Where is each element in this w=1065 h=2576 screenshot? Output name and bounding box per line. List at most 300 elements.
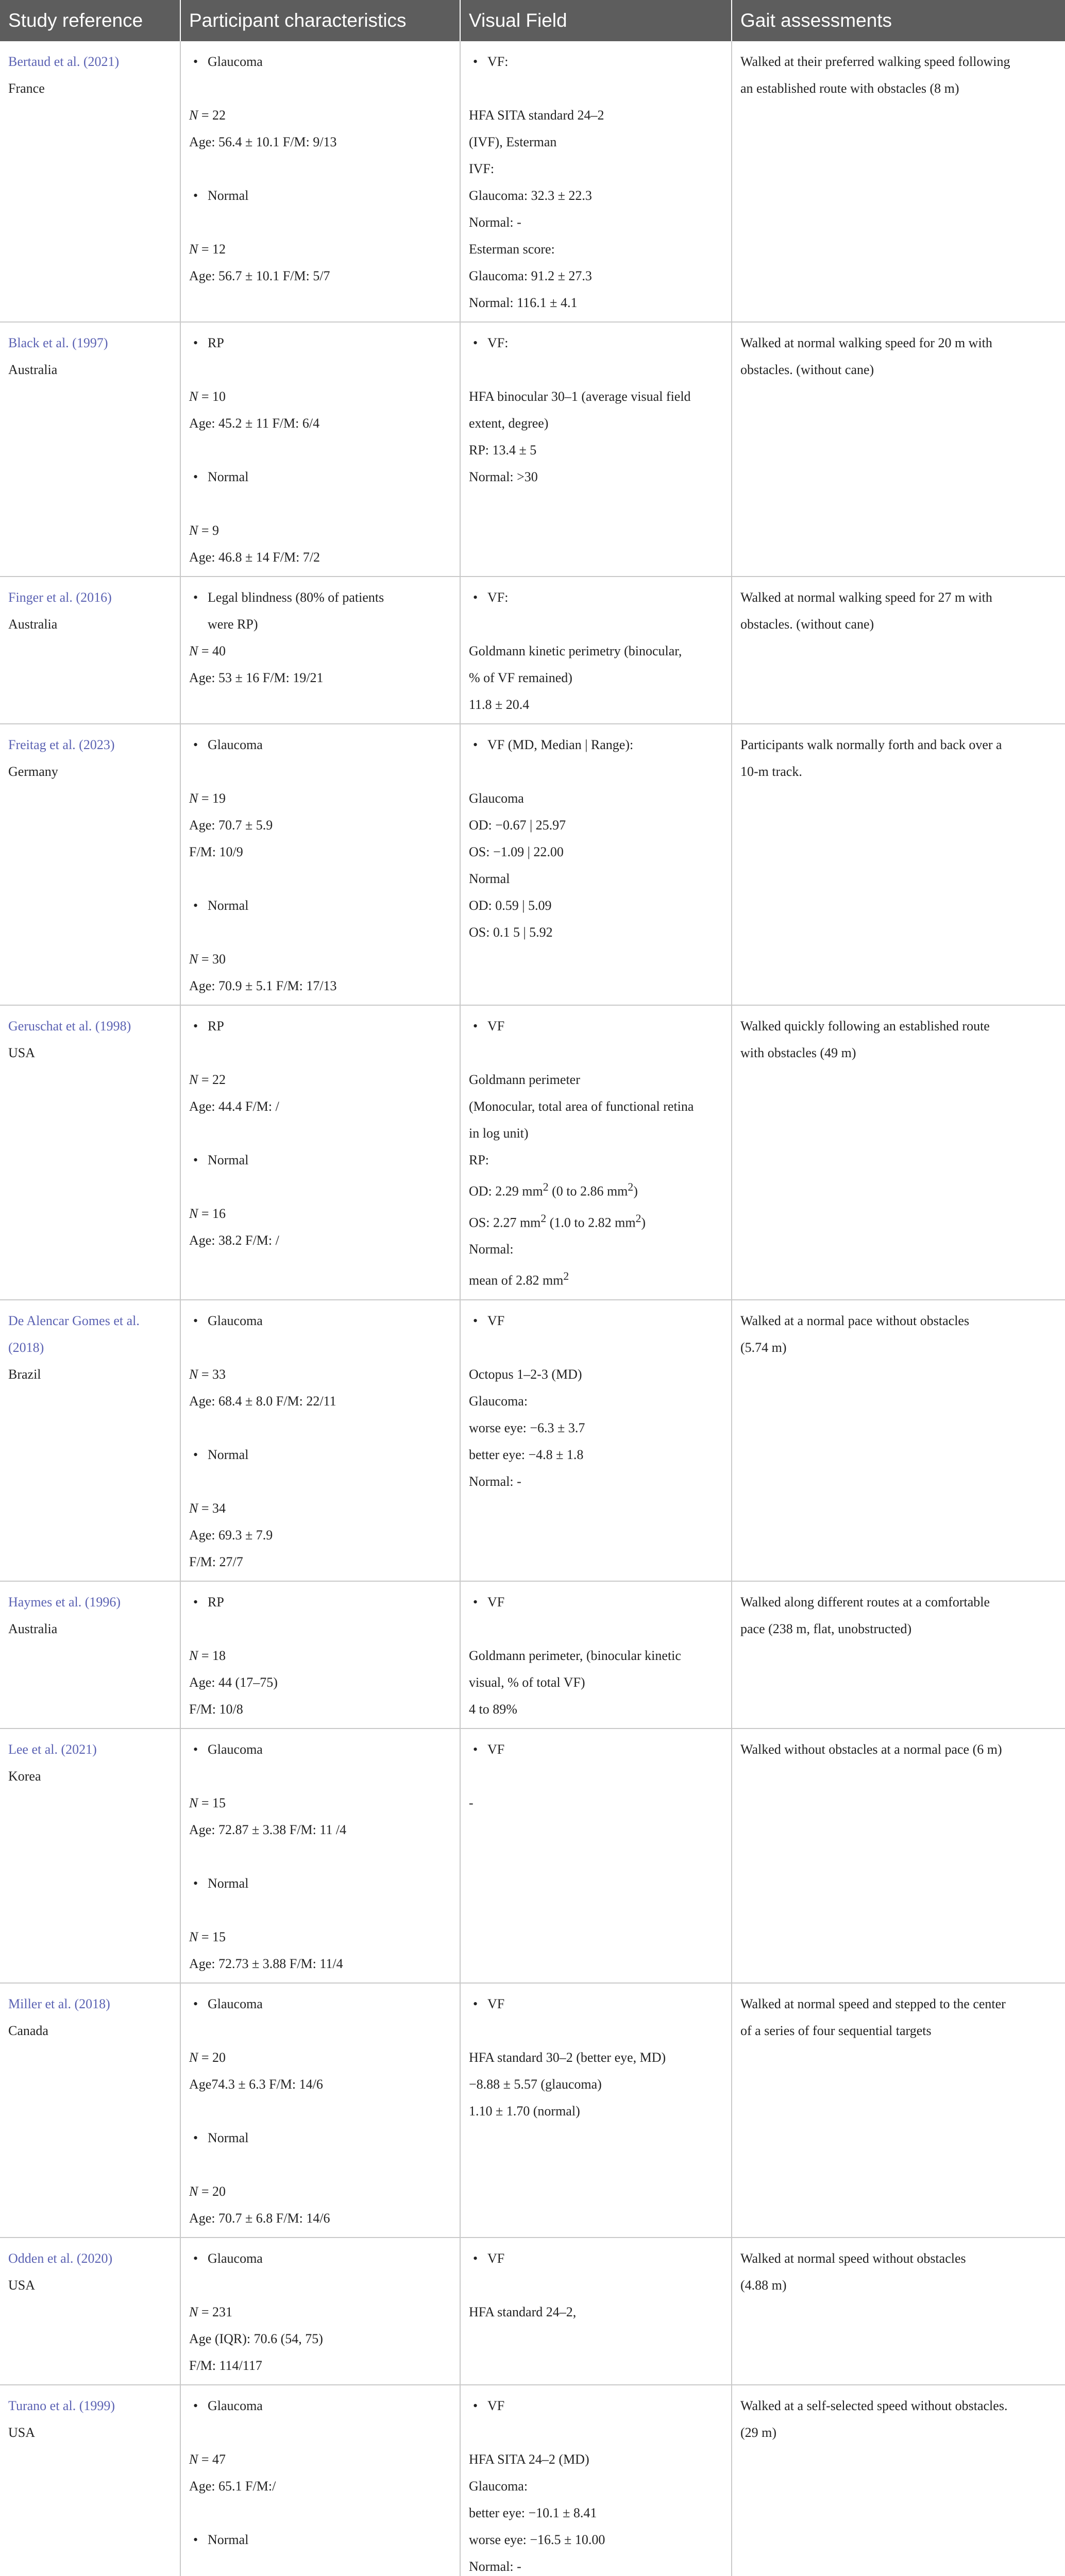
spacer [189, 2272, 452, 2299]
bullet-item [189, 2393, 452, 2419]
sample-size [189, 1790, 452, 1817]
spacer [189, 1616, 452, 1642]
bullet-text: VF [487, 2250, 505, 2266]
study-country: Australia [8, 617, 58, 632]
spacer [189, 1334, 452, 1361]
text-line: Normal: - [469, 2558, 521, 2574]
gait-cell [732, 41, 1065, 322]
sample-size [189, 1642, 452, 1669]
study-reference-link[interactable]: De Alencar Gomes et al. [8, 1313, 140, 1328]
n-value: = 34 [198, 1500, 226, 1516]
bullet-dot: • [473, 2250, 478, 2266]
bullet-text: Glaucoma [208, 54, 263, 69]
bullet-text: Glaucoma [208, 1996, 263, 2011]
text-line: 11.8 ± 20.4 [469, 697, 530, 712]
study-reference-cell [0, 724, 180, 1005]
superscript: 2 [563, 1270, 569, 1283]
text-line: F/M: 114/117 [189, 2358, 262, 2373]
text-line: Glaucoma: 91.2 ± 27.3 [469, 268, 592, 283]
bullet-dot: • [473, 2398, 478, 2413]
text-line [469, 1174, 724, 1205]
n-label: N [189, 643, 198, 658]
spacer [189, 1174, 452, 1200]
participant-cell [180, 577, 460, 724]
text-line: HFA standard 30–2 (better eye, MD) [469, 2049, 666, 2065]
bullet-dot: • [473, 335, 478, 350]
text-line: Normal: - [469, 215, 521, 230]
text-line: F/M: 10/9 [189, 844, 243, 859]
study-reference-cell [0, 322, 180, 577]
text-line: Goldmann perimeter [469, 1072, 580, 1087]
bullet-item [189, 584, 452, 638]
text-line: - [469, 1795, 474, 1810]
text-line [469, 1263, 724, 1294]
bullet-text: VF [487, 1594, 505, 1609]
gait-text: Walked quickly following an established route [740, 1019, 990, 1033]
bullet-dot: • [193, 1996, 198, 2011]
bullet-item [469, 1308, 724, 1334]
bullet-text: VF [487, 1996, 505, 2011]
bullet-text: Glaucoma [208, 2398, 263, 2413]
spacer [469, 2419, 724, 2446]
bullet-text: RP [208, 1019, 224, 1033]
visual-field-cell [460, 1005, 732, 1300]
participant-cell [180, 1581, 460, 1728]
text-line: Goldmann perimeter, (binocular kinetic [469, 1648, 681, 1663]
study-country: Australia [8, 1621, 58, 1636]
bullet-dot: • [193, 1741, 198, 1757]
gait-cell [732, 2385, 1065, 2576]
sample-size [189, 236, 452, 263]
text-line: better eye: −4.8 ± 1.8 [469, 1447, 584, 1462]
gait-cell [732, 2238, 1065, 2385]
bullet-text: Normal [208, 2130, 249, 2145]
spacer [469, 1616, 724, 1642]
bullet-dot: • [193, 898, 198, 913]
text-line: Age: 44 (17–75) [189, 1674, 278, 1690]
bullet-dot: • [473, 1741, 478, 1757]
study-reference-link[interactable]: Freitag et al. (2023) [8, 737, 115, 752]
text-line: F/M: 10/8 [189, 1701, 243, 1717]
n-label: N [189, 242, 198, 257]
bullet-item [469, 2245, 724, 2272]
text-line: (Monocular, total area of functional retina [469, 1099, 694, 1114]
bullet-dot: • [473, 1996, 478, 2011]
table-row [0, 2385, 1065, 2576]
sample-size [189, 2178, 452, 2205]
participant-cell [180, 2385, 460, 2576]
text-line: Normal [469, 871, 510, 886]
text-part: OD: 2.29 mm [469, 1183, 543, 1199]
bullet-dot: • [473, 54, 478, 69]
sample-size [189, 1361, 452, 1388]
text-line: Age: 70.9 ± 5.1 F/M: 17/13 [189, 978, 337, 993]
text-line: RP: [469, 1153, 489, 1167]
spacer [469, 1040, 724, 1066]
study-reference-link[interactable]: Miller et al. (2018) [8, 1996, 110, 2011]
bullet-dot: • [193, 188, 198, 203]
study-reference-link[interactable]: Finger et al. (2016) [8, 590, 112, 605]
n-value: = 16 [198, 1206, 226, 1221]
study-reference-link[interactable]: Lee et al. (2021) [8, 1741, 97, 1757]
superscript: 2 [540, 1212, 547, 1225]
text-line: IVF: [469, 161, 495, 176]
spacer [189, 2018, 452, 2044]
bullet-text: Legal blindness (80% of patients [208, 590, 384, 605]
bullet-text: VF [487, 1313, 505, 1328]
gait-text: (4.88 m) [740, 2277, 787, 2293]
gait-text: obstacles. (without cane) [740, 362, 874, 377]
n-value: = 15 [198, 1929, 226, 1944]
text-line: OD: 0.59 | 5.09 [469, 898, 552, 913]
n-label: N [189, 2451, 198, 2467]
study-country: Germany [8, 764, 58, 779]
text-line: Age: 65.1 F/M:/ [189, 2478, 276, 2494]
bullet-dot: • [193, 1447, 198, 1462]
text-line: HFA binocular 30–1 (average visual field [469, 389, 691, 404]
bullet-item [469, 2393, 724, 2419]
n-value: = 19 [198, 791, 226, 806]
bullet-text: Normal [208, 188, 249, 203]
text-line: extent, degree) [469, 416, 549, 431]
study-reference-cell [0, 577, 180, 724]
gait-text: an established route with obstacles (8 m) [740, 81, 959, 96]
bullet-item [189, 1589, 452, 1616]
text-line: OS: 0.1 5 | 5.92 [469, 925, 553, 940]
sample-size [189, 1066, 452, 1093]
bullet-item [189, 330, 452, 357]
text-line: better eye: −10.1 ± 8.41 [469, 2505, 597, 2520]
study-reference-cell [0, 1005, 180, 1300]
study-reference-link[interactable]: Black et al. (1997) [8, 335, 108, 350]
n-label: N [189, 2183, 198, 2199]
table-row [0, 1005, 1065, 1300]
text-line: Age: 72.87 ± 3.38 F/M: 11 /4 [189, 1822, 347, 1837]
visual-field-cell [460, 1983, 732, 2238]
gait-text: with obstacles (49 m) [740, 1045, 856, 1060]
n-value: = 18 [198, 1648, 226, 1663]
text-line: visual, % of total VF) [469, 1674, 585, 1690]
text-part: OS: 2.27 mm [469, 1215, 541, 1230]
gait-text: Walked at their preferred walking speed following [740, 54, 1010, 69]
participant-cell [180, 1300, 460, 1581]
n-label: N [189, 1795, 198, 1810]
table-row [0, 1581, 1065, 1728]
bullet-item [189, 2527, 452, 2553]
participant-cell [180, 1005, 460, 1300]
bullet-item [469, 1991, 724, 2018]
text-line: Glaucoma [469, 791, 524, 806]
spacer [189, 2553, 452, 2576]
n-label: N [189, 1206, 198, 1221]
text-line: Esterman score: [469, 242, 555, 257]
gait-text: (29 m) [740, 2425, 777, 2440]
spacer [189, 1897, 452, 1924]
n-label: N [189, 791, 198, 806]
visual-field-cell [460, 322, 732, 577]
spacer [189, 1843, 452, 1870]
n-value: = 9 [198, 523, 219, 538]
sample-size [189, 383, 452, 410]
table-row [0, 577, 1065, 724]
bullet-dot: • [473, 1313, 478, 1328]
bullet-text: RP [208, 1594, 224, 1609]
study-country: Brazil [8, 1366, 41, 1382]
sample-size [189, 1924, 452, 1951]
superscript: 2 [628, 1181, 634, 1193]
bullet-dot: • [193, 2398, 198, 2413]
n-value: = 20 [198, 2183, 226, 2199]
text-part: (1.0 to 2.82 mm [546, 1215, 636, 1230]
bullet-text: VF [487, 1741, 505, 1757]
study-reference-cell [0, 1983, 180, 2238]
gait-text: of a series of four sequential targets [740, 2023, 932, 2038]
gait-text: (5.74 m) [740, 1340, 787, 1355]
bullet-dot: • [473, 1594, 478, 1609]
bullet-text: Glaucoma [208, 737, 263, 752]
text-line: Age: 56.4 ± 10.1 F/M: 9/13 [189, 134, 337, 149]
bullet-item [189, 2125, 452, 2151]
gait-cell [732, 322, 1065, 577]
bullet-text: Normal [208, 2532, 249, 2547]
n-label: N [189, 1072, 198, 1087]
bullet-item [189, 2245, 452, 2272]
text-line: Normal: 116.1 ± 4.1 [469, 295, 578, 310]
bullet-dot: • [473, 590, 478, 605]
bullet-item [469, 48, 724, 75]
text-line: RP: 13.4 ± 5 [469, 443, 537, 457]
gait-text: Walked without obstacles at a normal pace (6 m) [740, 1741, 1002, 1757]
text-part: (0 to 2.86 mm [548, 1183, 628, 1199]
visual-field-cell [460, 1300, 732, 1581]
superscript: 2 [635, 1212, 641, 1225]
study-reference-link[interactable]: Geruschat et al. (1998) [8, 1019, 131, 1033]
bullet-dot: • [193, 1594, 198, 1609]
table-row [0, 2238, 1065, 2385]
study-reference-link[interactable]: Bertaud et al. (2021) [8, 54, 120, 69]
text-line: OS: −1.09 | 22.00 [469, 844, 564, 859]
n-label: N [189, 389, 198, 404]
n-label: N [189, 523, 198, 538]
gait-text: Participants walk normally forth and back over a [740, 737, 1002, 752]
n-value: = 20 [198, 2049, 226, 2065]
text-line: Age: 70.7 ± 6.8 F/M: 14/6 [189, 2210, 330, 2226]
n-value: = 231 [198, 2304, 233, 2319]
visual-field-cell [460, 2385, 732, 2576]
bullet-item [189, 1013, 452, 1040]
gait-cell [732, 1728, 1065, 1983]
header-study-reference: Study reference [0, 0, 180, 41]
study-country: USA [8, 1045, 36, 1060]
spacer [189, 1415, 452, 1442]
spacer [189, 2098, 452, 2125]
bullet-item [469, 584, 724, 611]
bullet-text: VF (MD, Median | Range): [487, 737, 634, 752]
bullet-text: VF: [487, 54, 509, 69]
n-label: N [189, 1366, 198, 1382]
bullet-text: Normal [208, 1447, 249, 1462]
bullet-item [469, 1013, 724, 1040]
bullet-item [189, 892, 452, 919]
spacer [189, 1120, 452, 1147]
bullet-dot: • [193, 2250, 198, 2266]
bullet-item [189, 1308, 452, 1334]
n-label: N [189, 108, 198, 123]
gait-text: Walked at normal walking speed for 20 m with [740, 335, 992, 350]
study-reference-link[interactable]: Haymes et al. (1996) [8, 1594, 121, 1609]
visual-field-cell [460, 41, 732, 322]
sample-size [189, 2299, 452, 2326]
bullet-text: Normal [208, 469, 249, 484]
gait-cell [732, 577, 1065, 724]
spacer [189, 758, 452, 785]
bullet-item [189, 732, 452, 758]
bullet-item [469, 330, 724, 357]
text-line: Age: 70.7 ± 5.9 [189, 818, 273, 833]
text-line: Age: 44.4 F/M: / [189, 1099, 279, 1114]
study-reference-cell [0, 1581, 180, 1728]
bullet-dot: • [193, 1019, 198, 1033]
text-line: Normal: [469, 1242, 514, 1257]
spacer [189, 2500, 452, 2527]
text-line: Goldmann kinetic perimetry (binocular, [469, 643, 682, 658]
bullet-item [189, 1442, 452, 1468]
participant-cell [180, 322, 460, 577]
bullet-dot: • [193, 1153, 198, 1167]
bullet-text: VF: [487, 590, 509, 605]
gait-cell [732, 1581, 1065, 1728]
n-value: = 15 [198, 1795, 226, 1810]
bullet-item [189, 182, 452, 209]
study-country: Korea [8, 1768, 41, 1784]
bullet-item [469, 732, 724, 758]
bullet-dot: • [193, 590, 198, 605]
n-label: N [189, 2049, 198, 2065]
bullet-text: Glaucoma [208, 1741, 263, 1757]
text-line [469, 1205, 724, 1236]
gait-text: Walked at a self-selected speed without obstacles. [740, 2398, 1008, 2413]
bullet-text: RP [208, 335, 224, 350]
text-line: Age: 69.3 ± 7.9 [189, 1527, 273, 1543]
study-country: USA [8, 2277, 36, 2293]
participant-cell [180, 724, 460, 1005]
gait-cell [732, 1983, 1065, 2238]
visual-field-cell [460, 2238, 732, 2385]
participant-cell [180, 1983, 460, 2238]
text-line: −8.88 ± 5.57 (glaucoma) [469, 2076, 602, 2092]
n-value: = 40 [198, 643, 226, 658]
text-line: Age: 68.4 ± 8.0 F/M: 22/11 [189, 1393, 336, 1409]
sample-size [189, 102, 452, 129]
text-part: ) [641, 1215, 646, 1230]
n-value: = 12 [198, 242, 226, 257]
text-line: Octopus 1–2-3 (MD) [469, 1366, 582, 1382]
header-row [0, 0, 1065, 41]
study-country: Canada [8, 2023, 48, 2038]
bullet-dot: • [193, 1313, 198, 1328]
text-part: ) [633, 1183, 638, 1199]
text-line: F/M: 27/7 [189, 1554, 243, 1569]
spacer [469, 1334, 724, 1361]
text-line: HFA SITA standard 24–2 [469, 108, 604, 123]
spacer [189, 2151, 452, 2178]
gait-text: Walked at normal speed without obstacles [740, 2250, 966, 2266]
gait-text: 10-m track. [740, 764, 802, 779]
gait-cell [732, 1300, 1065, 1581]
bullet-text: Normal [208, 1153, 249, 1167]
bullet-item [189, 1147, 452, 1174]
study-reference-link[interactable]: Turano et al. (1999) [8, 2398, 115, 2413]
study-reference-link[interactable]: Odden et al. (2020) [8, 2250, 113, 2266]
bullet-dot: • [193, 54, 198, 69]
table-row [0, 1300, 1065, 1581]
study-country: France [8, 81, 45, 96]
visual-field-cell [460, 724, 732, 1005]
bullet-item [189, 1991, 452, 2018]
text-line: 1.10 ± 1.70 (normal) [469, 2103, 580, 2119]
n-value: = 30 [198, 952, 226, 967]
study-reference-cell [0, 2385, 180, 2576]
text-line: Age (IQR): 70.6 (54, 75) [189, 2331, 323, 2346]
visual-field-cell [460, 1581, 732, 1728]
n-value: = 47 [198, 2451, 226, 2467]
participant-cell [180, 41, 460, 322]
study-country: USA [8, 2425, 36, 2440]
text-line: 4 to 89% [469, 1701, 517, 1717]
text-line: Age: 56.7 ± 10.1 F/M: 5/7 [189, 268, 330, 283]
bullet-text: VF [487, 2398, 505, 2413]
sample-size [189, 946, 452, 973]
spacer [189, 2419, 452, 2446]
bullet-dot: • [473, 737, 478, 752]
gait-text: Walked at normal walking speed for 27 m with [740, 590, 992, 605]
text-line: Age: 72.73 ± 3.88 F/M: 11/4 [189, 1956, 343, 1971]
spacer [189, 357, 452, 383]
study-reference-link[interactable]: (2018) [8, 1340, 44, 1355]
sample-size [189, 638, 452, 665]
sample-size [189, 1495, 452, 1522]
spacer [189, 866, 452, 892]
bullet-dot: • [193, 2532, 198, 2547]
spacer [189, 1040, 452, 1066]
bullet-item [189, 48, 452, 75]
n-label: N [189, 1648, 198, 1663]
gait-text: Walked along different routes at a comfortable [740, 1594, 990, 1609]
text-line: % of VF remained) [469, 670, 572, 685]
spacer [189, 75, 452, 102]
spacer [469, 75, 724, 102]
study-reference-cell [0, 41, 180, 322]
table-row [0, 1983, 1065, 2238]
n-label: N [189, 952, 198, 967]
n-value: = 10 [198, 389, 226, 404]
text-line: Age: 53 ± 16 F/M: 19/21 [189, 670, 324, 685]
n-value: = 22 [198, 108, 226, 123]
participant-cell [180, 2238, 460, 2385]
gait-cell [732, 1005, 1065, 1300]
bullet-item [189, 1870, 452, 1897]
n-label: N [189, 1500, 198, 1516]
bullet-text: VF: [487, 335, 509, 350]
study-country: Australia [8, 362, 58, 377]
spacer [189, 919, 452, 946]
sample-size [189, 2446, 452, 2473]
bullet-item [469, 1736, 724, 1763]
table-row [0, 1728, 1065, 1983]
n-value: = 22 [198, 1072, 226, 1087]
spacer [469, 611, 724, 638]
bullet-item [189, 464, 452, 490]
